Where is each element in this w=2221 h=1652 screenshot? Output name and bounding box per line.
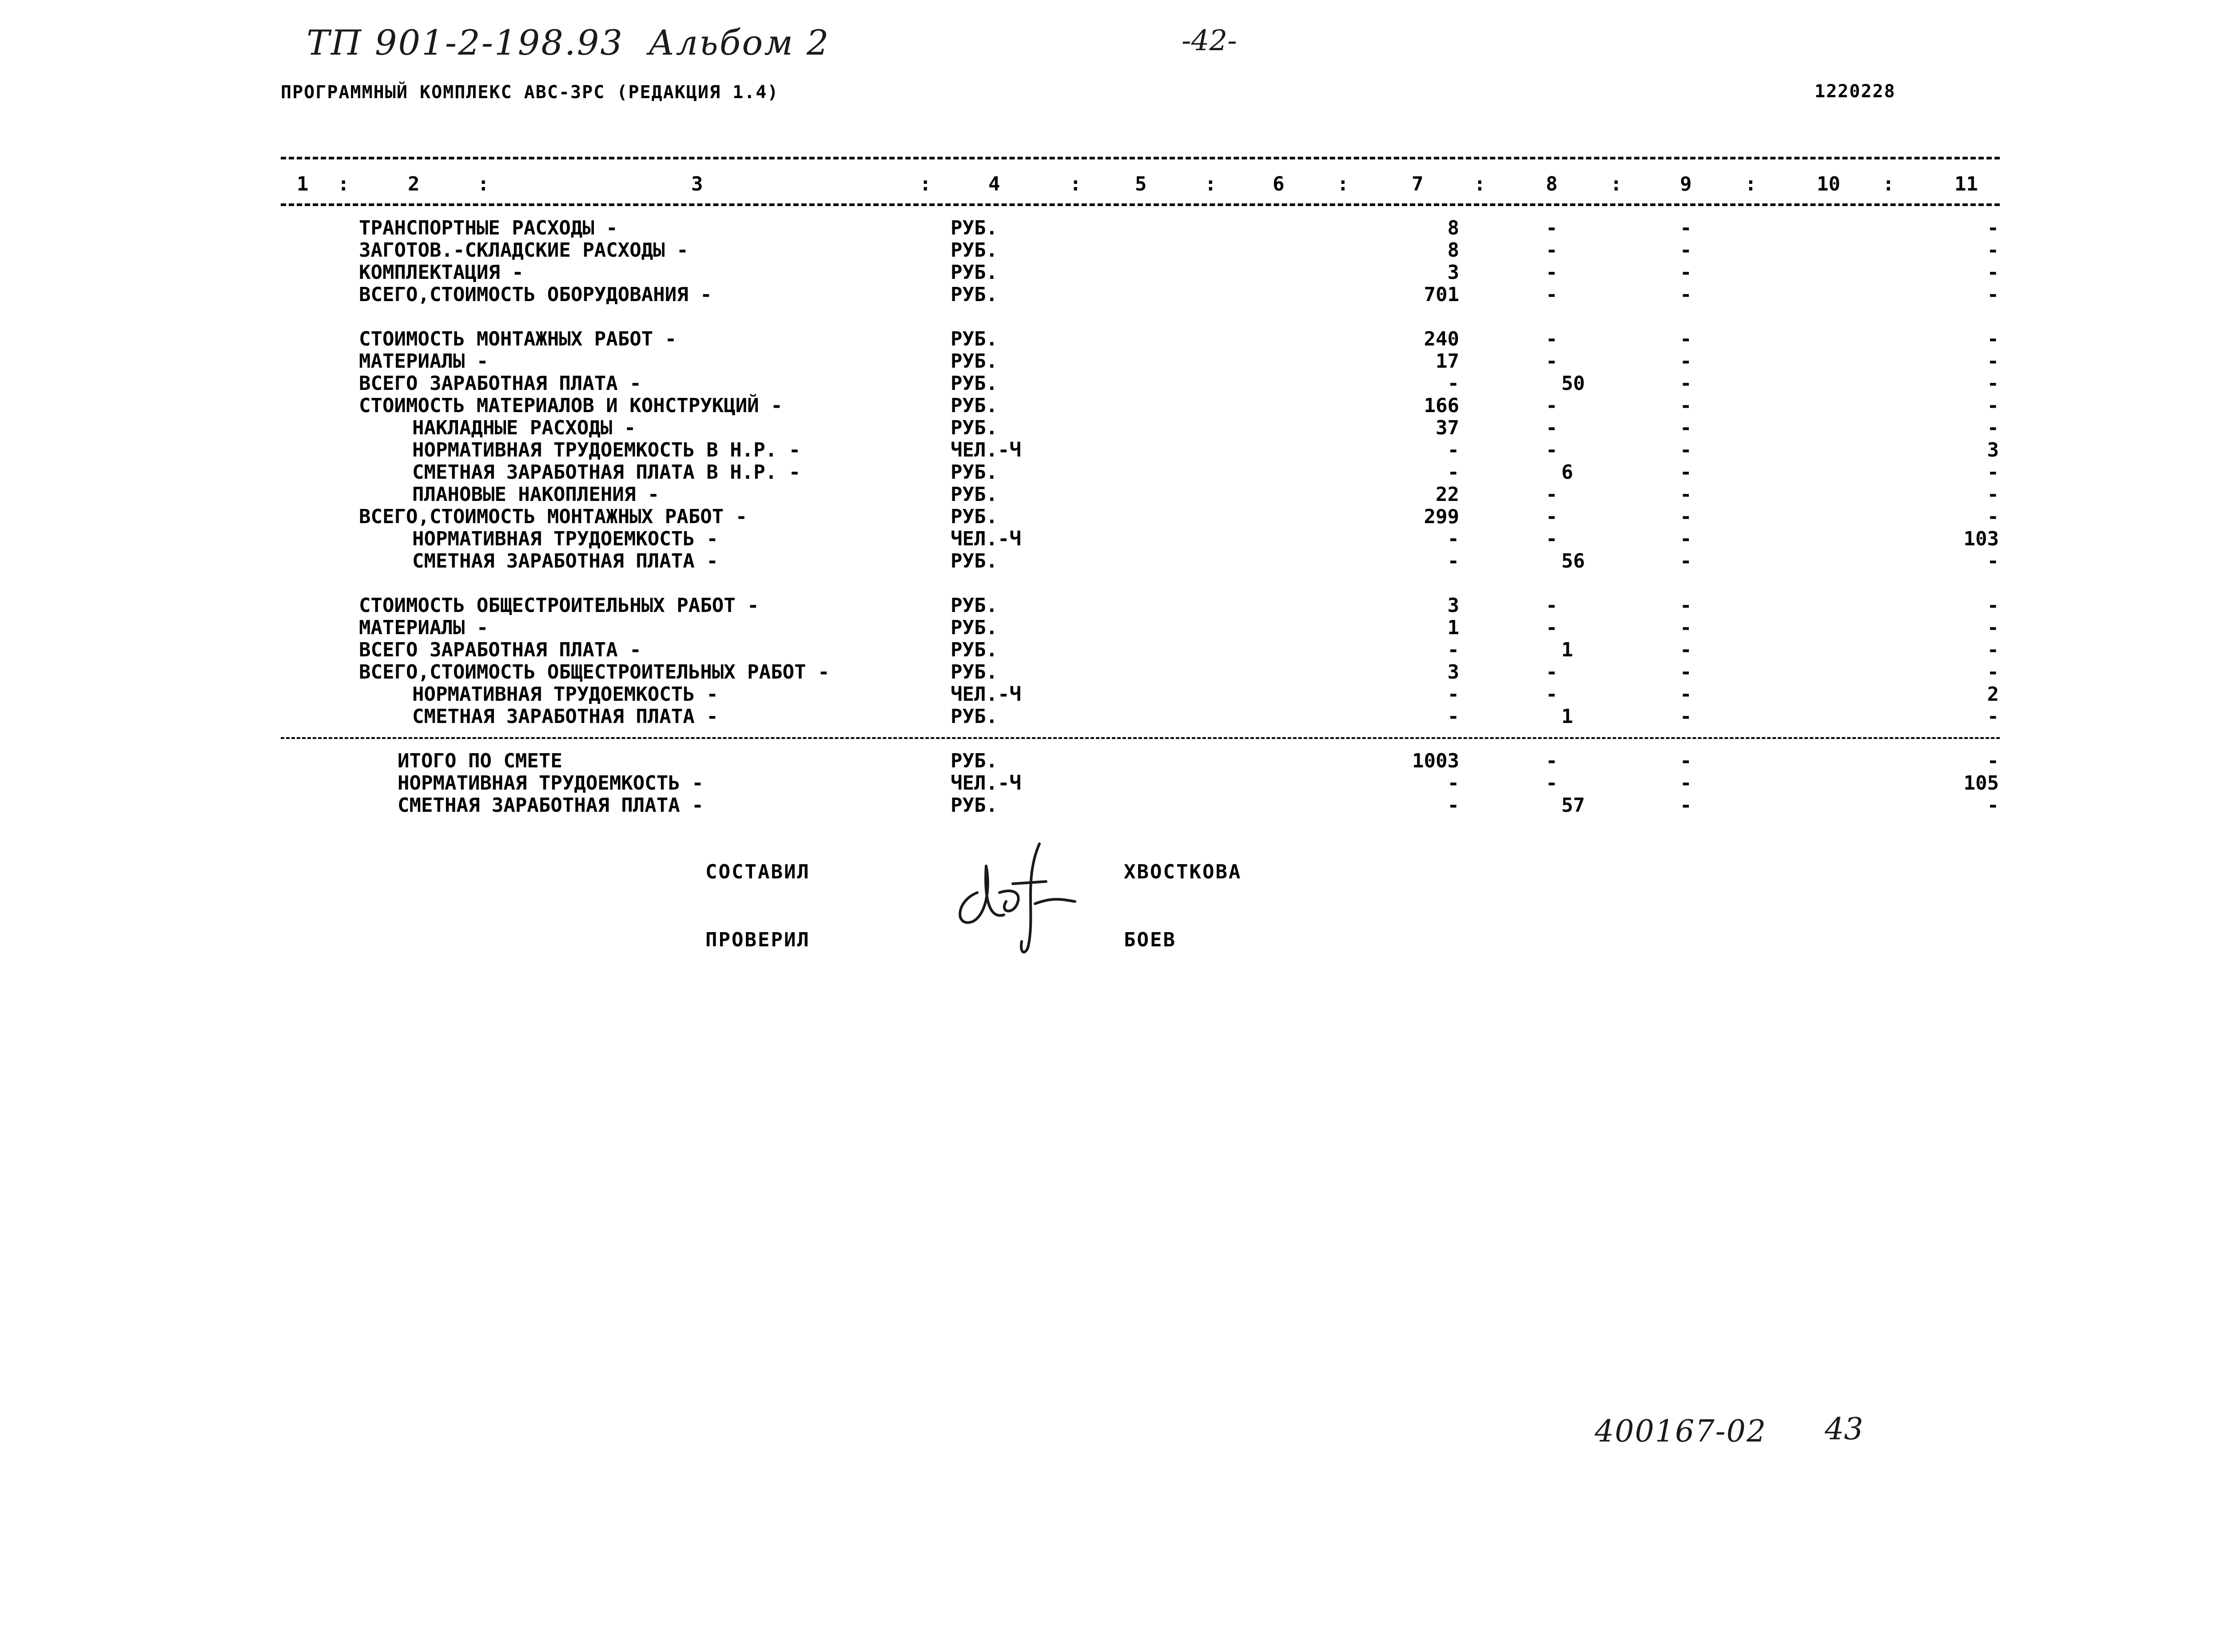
cell-col9: - [1680, 772, 1692, 794]
cell-col8: - [1546, 483, 1558, 506]
cell-col7: 3 [1447, 594, 1459, 617]
cell-col9: - [1680, 794, 1692, 817]
row-unit: ЧЕЛ.-Ч [951, 528, 1021, 550]
row-unit: РУБ. [951, 594, 998, 617]
row-unit: РУБ. [951, 639, 998, 661]
column-separator: : [1474, 173, 1486, 195]
column-separator: : [1883, 173, 1895, 195]
cell-col7: - [1447, 683, 1459, 706]
cell-col11: 103 [1963, 528, 1999, 550]
row-unit: РУБ. [951, 372, 998, 395]
row-unit: ЧЕЛ.-Ч [951, 439, 1021, 461]
cell-col11: - [1987, 328, 1999, 350]
cell-col7: 8 [1447, 239, 1459, 262]
handwritten-title: ТП 901-2-198.93 Альбом 2 [306, 23, 830, 63]
cell-col8: - [1546, 661, 1558, 683]
row-unit: ЧЕЛ.-Ч [951, 772, 1021, 794]
column-number: 10 [1817, 173, 1840, 195]
column-number: 1 [297, 173, 309, 195]
cell-col8: - [1546, 594, 1558, 617]
row-label: МАТЕРИАЛЫ - [359, 616, 489, 639]
cell-col9: - [1680, 372, 1692, 395]
row-unit: РУБ. [951, 661, 998, 683]
row-unit: РУБ. [951, 283, 998, 306]
cell-col8: - [1546, 394, 1558, 417]
cell-col8: - [1546, 261, 1558, 284]
row-unit: ЧЕЛ.-Ч [951, 683, 1021, 706]
cell-col7: - [1447, 550, 1459, 572]
column-number: 6 [1273, 173, 1285, 195]
cell-col8: 57 [1561, 794, 1585, 817]
row-label: СМЕТНАЯ ЗАРАБОТНАЯ ПЛАТА - [412, 550, 718, 572]
row-label: ВСЕГО ЗАРАБОТНАЯ ПЛАТА - [359, 639, 641, 661]
cell-col9: - [1680, 261, 1692, 284]
cell-col7: 240 [1424, 328, 1459, 350]
cell-col11: - [1987, 261, 1999, 284]
cell-col11: - [1987, 239, 1999, 262]
row-label: СМЕТНАЯ ЗАРАБОТНАЯ ПЛАТА - [412, 705, 718, 728]
cell-col11: - [1987, 705, 1999, 728]
document-code: 1220228 [1815, 81, 1896, 102]
cell-col8: - [1546, 505, 1558, 528]
cell-col8: - [1546, 217, 1558, 239]
row-label: НАКЛАДНЫЕ РАСХОДЫ - [412, 417, 636, 439]
row-label: НОРМАТИВНАЯ ТРУДОЕМКОСТЬ - [412, 683, 718, 706]
cell-col9: - [1680, 328, 1692, 350]
table-header-rule [281, 203, 2000, 206]
program-title: ПРОГРАММНЫЙ КОМПЛЕКС АВС-3РС (РЕДАКЦИЯ 1.4) [281, 82, 779, 103]
row-label: ЗАГОТОВ.-СКЛАДСКИЕ РАСХОДЫ - [359, 239, 689, 262]
cell-col11: - [1987, 661, 1999, 683]
cell-col7: 22 [1436, 483, 1459, 506]
row-label: ВСЕГО,СТОИМОСТЬ ОБОРУДОВАНИЯ - [359, 283, 712, 306]
row-unit: РУБ. [951, 394, 998, 417]
cell-col8: - [1546, 328, 1558, 350]
cell-col7: 1003 [1412, 750, 1459, 772]
cell-col9: - [1680, 239, 1692, 262]
cell-col7: - [1447, 705, 1459, 728]
row-unit: РУБ. [951, 350, 998, 373]
cell-col9: - [1680, 350, 1692, 373]
cell-col11: - [1987, 394, 1999, 417]
cell-col11: - [1987, 550, 1999, 572]
compiled-by-name: ХВОСТКОВА [1124, 861, 1242, 883]
cell-col7: - [1447, 372, 1459, 395]
cell-col7: - [1447, 461, 1459, 484]
row-label: ВСЕГО ЗАРАБОТНАЯ ПЛАТА - [359, 372, 641, 395]
cell-col7: - [1447, 439, 1459, 461]
column-separator: : [478, 173, 490, 195]
cell-col9: - [1680, 461, 1692, 484]
cell-col11: - [1987, 350, 1999, 373]
cell-col7: 8 [1447, 217, 1459, 239]
row-label: ВСЕГО,СТОИМОСТЬ ОБЩЕСТРОИТЕЛЬНЫХ РАБОТ - [359, 661, 830, 683]
cell-col9: - [1680, 750, 1692, 772]
row-unit: РУБ. [951, 705, 998, 728]
cell-col11: - [1987, 505, 1999, 528]
column-separator: : [1610, 173, 1622, 195]
row-unit: РУБ. [951, 616, 998, 639]
cell-col7: 17 [1436, 350, 1459, 373]
column-separator: : [338, 173, 350, 195]
cell-col8: 1 [1561, 705, 1573, 728]
cell-col7: 166 [1424, 394, 1459, 417]
cell-col9: - [1680, 705, 1692, 728]
cell-col8: - [1546, 417, 1558, 439]
cell-col9: - [1680, 550, 1692, 572]
row-unit: РУБ. [951, 750, 998, 772]
cell-col11: - [1987, 594, 1999, 617]
cell-col7: 37 [1436, 417, 1459, 439]
row-label: СМЕТНАЯ ЗАРАБОТНАЯ ПЛАТА - [398, 794, 704, 817]
cell-col8: 1 [1561, 639, 1573, 661]
column-number: 4 [988, 173, 1000, 195]
cell-col9: - [1680, 483, 1692, 506]
row-unit: РУБ. [951, 261, 998, 284]
cell-col9: - [1680, 439, 1692, 461]
cell-col7: 1 [1447, 616, 1459, 639]
row-unit: РУБ. [951, 239, 998, 262]
cell-col7: 701 [1424, 283, 1459, 306]
column-number: 8 [1546, 173, 1558, 195]
row-unit: РУБ. [951, 217, 998, 239]
checked-by-name: БОЕВ [1124, 929, 1176, 951]
row-label: ВСЕГО,СТОИМОСТЬ МОНТАЖНЫХ РАБОТ - [359, 505, 748, 528]
column-number: 11 [1954, 173, 1978, 195]
row-label: СТОИМОСТЬ МОНТАЖНЫХ РАБОТ - [359, 328, 677, 350]
cell-col9: - [1680, 283, 1692, 306]
cell-col8: - [1546, 772, 1558, 794]
row-label: ИТОГО ПО СМЕТЕ [398, 750, 562, 772]
cell-col9: - [1680, 616, 1692, 639]
cell-col8: 6 [1561, 461, 1573, 484]
row-label: КОМПЛЕКТАЦИЯ - [359, 261, 524, 284]
cell-col11: 3 [1987, 439, 1999, 461]
cell-col9: - [1680, 217, 1692, 239]
column-number: 9 [1680, 173, 1692, 195]
cell-col8: 56 [1561, 550, 1585, 572]
cell-col7: - [1447, 639, 1459, 661]
cell-col8: - [1546, 239, 1558, 262]
cell-col8: - [1546, 350, 1558, 373]
column-number: 5 [1135, 173, 1147, 195]
cell-col11: 2 [1987, 683, 1999, 706]
compiled-by-label: СОСТАВИЛ [705, 861, 810, 883]
cell-col9: - [1680, 394, 1692, 417]
handwritten-footer-page: 43 [1825, 1412, 1863, 1447]
checked-by-label: ПРОВЕРИЛ [705, 929, 810, 951]
row-label: ПЛАНОВЫЕ НАКОПЛЕНИЯ - [412, 483, 660, 506]
cell-col11: - [1987, 639, 1999, 661]
column-separator: : [1745, 173, 1757, 195]
cell-col11: - [1987, 461, 1999, 484]
cell-col8: 50 [1561, 372, 1585, 395]
row-unit: РУБ. [951, 483, 998, 506]
column-separator: : [919, 173, 931, 195]
row-label: СМЕТНАЯ ЗАРАБОТНАЯ ПЛАТА В Н.Р. - [412, 461, 801, 484]
column-number: 2 [408, 173, 420, 195]
cell-col11: - [1987, 616, 1999, 639]
cell-col9: - [1680, 528, 1692, 550]
cell-col11: - [1987, 283, 1999, 306]
page-number: -42- [1182, 24, 1237, 57]
cell-col8: - [1546, 616, 1558, 639]
cell-col7: - [1447, 772, 1459, 794]
column-separator: : [1070, 173, 1082, 195]
row-label: НОРМАТИВНАЯ ТРУДОЕМКОСТЬ В Н.Р. - [412, 439, 801, 461]
cell-col7: 3 [1447, 661, 1459, 683]
cell-col9: - [1680, 661, 1692, 683]
cell-col11: - [1987, 483, 1999, 506]
row-unit: РУБ. [951, 505, 998, 528]
cell-col8: - [1546, 528, 1558, 550]
column-separator: : [1337, 173, 1349, 195]
row-label: СТОИМОСТЬ ОБЩЕСТРОИТЕЛЬНЫХ РАБОТ - [359, 594, 759, 617]
cell-col9: - [1680, 683, 1692, 706]
cell-col11: - [1987, 794, 1999, 817]
cell-col8: - [1546, 750, 1558, 772]
cell-col9: - [1680, 505, 1692, 528]
handwritten-footer-code: 400167-02 [1595, 1414, 1767, 1449]
row-label: СТОИМОСТЬ МАТЕРИАЛОВ И КОНСТРУКЦИЙ - [359, 394, 783, 417]
row-label: НОРМАТИВНАЯ ТРУДОЕМКОСТЬ - [398, 772, 704, 794]
row-unit: РУБ. [951, 417, 998, 439]
row-label: НОРМАТИВНАЯ ТРУДОЕМКОСТЬ - [412, 528, 718, 550]
row-unit: РУБ. [951, 794, 998, 817]
cell-col7: - [1447, 794, 1459, 817]
signature-scribble [946, 826, 1093, 959]
column-number: 7 [1412, 173, 1424, 195]
column-separator: : [1205, 173, 1217, 195]
cell-col9: - [1680, 417, 1692, 439]
row-unit: РУБ. [951, 461, 998, 484]
cell-col11: - [1987, 750, 1999, 772]
cell-col11: 105 [1963, 772, 1999, 794]
row-label: МАТЕРИАЛЫ - [359, 350, 489, 373]
cell-col8: - [1546, 283, 1558, 306]
cell-col11: - [1987, 217, 1999, 239]
column-number: 3 [691, 173, 703, 195]
cell-col9: - [1680, 639, 1692, 661]
cell-col8: - [1546, 683, 1558, 706]
row-unit: РУБ. [951, 550, 998, 572]
table-totals-rule [281, 737, 2000, 739]
row-label: ТРАНСПОРТНЫЕ РАСХОДЫ - [359, 217, 618, 239]
cell-col8: - [1546, 439, 1558, 461]
row-unit: РУБ. [951, 328, 998, 350]
cell-col9: - [1680, 594, 1692, 617]
cell-col7: - [1447, 528, 1459, 550]
cell-col7: 3 [1447, 261, 1459, 284]
cell-col11: - [1987, 417, 1999, 439]
cell-col11: - [1987, 372, 1999, 395]
cell-col7: 299 [1424, 505, 1459, 528]
table-top-rule [281, 157, 2000, 159]
